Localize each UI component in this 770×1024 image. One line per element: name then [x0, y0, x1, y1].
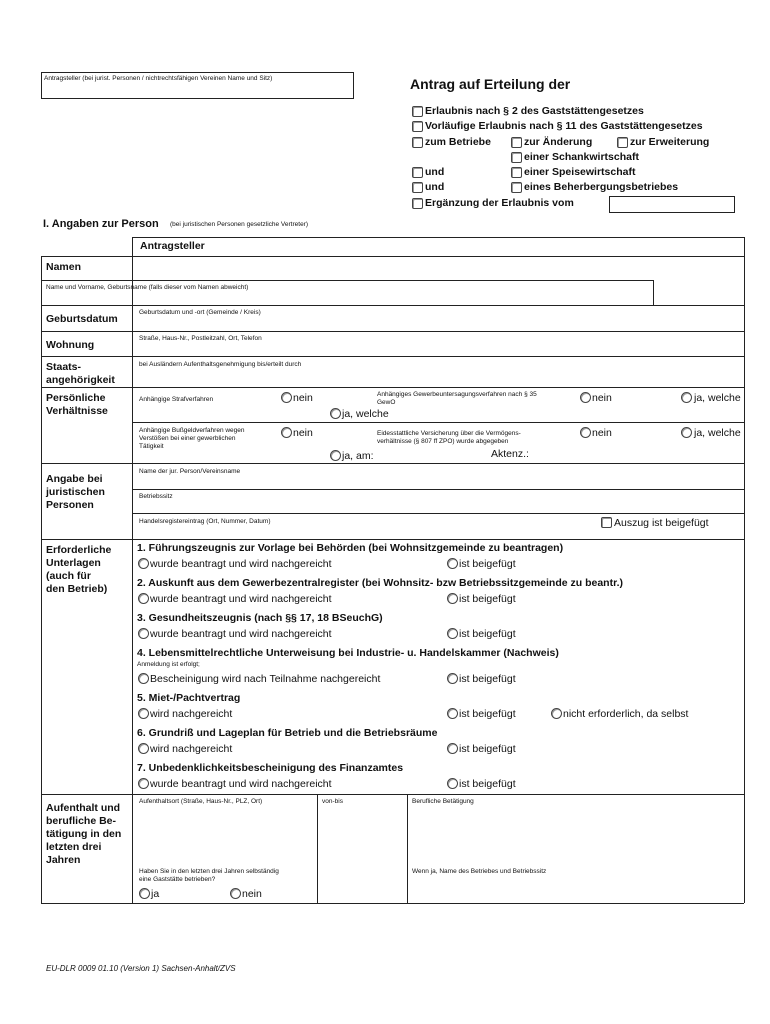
radio-u7-beantragt[interactable]: [138, 778, 149, 789]
radio-u2-beigefuegt-label: ist beigefügt: [459, 593, 516, 605]
radio-u5-nachgereicht[interactable]: [138, 708, 149, 719]
radio-u3-beantragt[interactable]: [138, 628, 149, 639]
jur-label-1: Angabe bei: [46, 473, 103, 485]
geburtsdatum-label: Geburtsdatum: [46, 313, 118, 325]
radio-gaststaette-nein[interactable]: [230, 888, 241, 899]
radio-gewerbe-ja-label: ja, welche: [694, 392, 741, 404]
radio-eid-nein-label: nein: [592, 427, 612, 439]
gewerbe-label-1: Anhängiges Gewerbeuntersagungsverfahren nach § 35: [377, 391, 537, 398]
jur-name-sublabel[interactable]: Name der jur. Person/Vereinsname: [139, 468, 241, 475]
aufenthalt-label-5: Jahren: [46, 854, 81, 866]
option-betriebe-label: zum Betriebe: [425, 136, 491, 148]
staats-label-1: Staats-: [46, 361, 82, 373]
radio-u2-beantragt-label: wurde beantragt und wird nachgereicht: [150, 593, 332, 605]
radio-u5-nachgereicht-label: wird nachgereicht: [150, 708, 233, 720]
unterlagen-label-4: den Betrieb): [46, 583, 108, 595]
geburtsdatum-sublabel[interactable]: Geburtsdatum und -ort (Gemeinde / Kreis): [139, 309, 261, 316]
aktenzeichen-label: Aktenz.:: [491, 448, 529, 460]
strafverfahren-label: Anhängige Strafverfahren: [139, 396, 214, 403]
radio-gaststaette-ja-label: ja: [151, 888, 160, 900]
checkbox-und-2[interactable]: [412, 182, 423, 193]
option-und-1-label: und: [425, 166, 445, 178]
checkbox-ergaenzung[interactable]: [412, 198, 423, 209]
radio-u3-beigefuegt[interactable]: [447, 628, 458, 639]
section-1-heading: I. Angaben zur Person: [43, 218, 159, 230]
eid-label-1: Eidesstattliche Versicherung über die Vermögens-: [377, 430, 521, 437]
checkbox-auszug-label: Auszug ist beigefügt: [614, 517, 709, 529]
radio-straf-nein-label: nein: [293, 392, 313, 404]
option-schank-label: einer Schankwirtschaft: [524, 151, 639, 163]
namen-label: Namen: [46, 261, 82, 273]
unterlagen-label-1: Erforderliche: [46, 544, 112, 556]
radio-u4-beigefuegt-label: ist beigefügt: [459, 673, 516, 685]
option-aenderung-label: zur Änderung: [524, 136, 593, 148]
von-bis-header: von-bis: [322, 798, 343, 805]
radio-straf-ja-label: ja, welche: [342, 408, 389, 420]
radio-u1-beigefuegt-label: ist beigefügt: [459, 558, 516, 570]
radio-u3-beantragt-label: wurde beantragt und wird nachgereicht: [150, 628, 332, 640]
radio-gaststaette-nein-label: nein: [242, 888, 262, 900]
buss-label-3: Tätigkeit: [139, 443, 164, 450]
radio-u6-beigefuegt[interactable]: [447, 743, 458, 754]
radio-u5-nicht-erforderlich[interactable]: [551, 708, 562, 719]
radio-u1-beantragt[interactable]: [138, 558, 149, 569]
radio-gaststaette-ja[interactable]: [139, 888, 150, 899]
radio-gewerbe-nein[interactable]: [580, 392, 591, 403]
unterlage-4-note: Anmeldung ist erfolgt;: [137, 661, 200, 668]
staats-label-2: angehörigkeit: [46, 374, 115, 386]
betrieb-name-label: Wenn ja, Name des Betriebes und Betriebssitz: [412, 868, 547, 875]
radio-u7-beigefuegt[interactable]: [447, 778, 458, 789]
eid-label-2: verhältnisse (§ 807 ff ZPO) wurde abgegeben: [377, 438, 509, 445]
unterlage-5-title: 5. Miet-/Pachtvertrag: [137, 692, 241, 704]
berufliche-betaetigung-header: Berufliche Betätigung: [412, 798, 474, 805]
radio-u6-nachgereicht-label: wird nachgereicht: [150, 743, 233, 755]
ergaenzung-date-field[interactable]: [609, 196, 735, 213]
radio-u1-beigefuegt[interactable]: [447, 558, 458, 569]
option-erlaubnis-label: Erlaubnis nach § 2 des Gaststättengesetzes: [425, 105, 644, 117]
radio-u5-beigefuegt[interactable]: [447, 708, 458, 719]
jur-label-3: Personen: [46, 499, 94, 511]
radio-buss-ja-label: ja, am:: [342, 450, 374, 462]
staats-sublabel[interactable]: bei Ausländern Aufenthaltsgenehmigung bis/erteilt durch: [139, 361, 302, 368]
radio-eid-ja-label: ja, welche: [694, 427, 741, 439]
antragsteller-header: Antragsteller: [140, 240, 205, 252]
radio-buss-ja[interactable]: [330, 450, 341, 461]
radio-u7-beantragt-label: wurde beantragt und wird nachgereicht: [150, 778, 332, 790]
unterlage-3-title: 3. Gesundheitszeugnis (nach §§ 17, 18 BSeuchG): [137, 612, 383, 624]
option-beherbergung-label: eines Beherbergungsbetriebes: [524, 181, 679, 193]
unterlage-2-title: 2. Auskunft aus dem Gewerbezentralregister (bei Wohnsitz- bzw Betriebssitzgemeinde zu beantr.): [137, 577, 624, 589]
applicant-name-label: Antragsteller (bei jurist. Personen / nichtrechtsfähigen Vereinen Name und Sitz): [44, 75, 273, 82]
name-sublabel[interactable]: Name und Vorname, Geburtsname (falls dieser vom Namen abweicht): [46, 284, 249, 291]
jur-label-2: juristischen: [46, 486, 105, 498]
gewerbe-label-2: GewO: [377, 399, 396, 406]
checkbox-erweiterung[interactable]: [617, 137, 628, 148]
aufenthalt-label-4: letzten drei: [46, 841, 102, 853]
radio-gewerbe-nein-label: nein: [592, 392, 612, 404]
radio-u3-beigefuegt-label: ist beigefügt: [459, 628, 516, 640]
option-speise-label: einer Speisewirtschaft: [524, 166, 636, 178]
radio-u6-beigefuegt-label: ist beigefügt: [459, 743, 516, 755]
radio-straf-ja[interactable]: [330, 408, 341, 419]
radio-u4-beigefuegt[interactable]: [447, 673, 458, 684]
unterlage-4-title: 4. Lebensmittelrechtliche Unterweisung bei Industrie- u. Handelskammer (Nachweis): [137, 647, 559, 659]
jur-sitz-sublabel[interactable]: Betriebssitz: [139, 493, 173, 500]
option-ergaenzung-label: Ergänzung der Erlaubnis vom: [425, 197, 574, 209]
radio-straf-nein[interactable]: [281, 392, 292, 403]
radio-u6-nachgereicht[interactable]: [138, 743, 149, 754]
unterlage-6-title: 6. Grundriß und Lageplan für Betrieb und die Betriebsräume: [137, 727, 438, 739]
checkbox-und-1[interactable]: [412, 167, 423, 178]
jur-hr-sublabel[interactable]: Handelsregistereintrag (Ort, Nummer, Datum): [139, 518, 271, 525]
radio-u5-beigefuegt-label: ist beigefügt: [459, 708, 516, 720]
unterlagen-label-3: (auch für: [46, 570, 91, 582]
radio-eid-ja[interactable]: [681, 427, 692, 438]
radio-u2-beantragt[interactable]: [138, 593, 149, 604]
wohnung-label: Wohnung: [46, 339, 95, 351]
buss-label-1: Anhängige Bußgeldverfahren wegen: [139, 427, 245, 434]
checkbox-beherbergung[interactable]: [511, 182, 522, 193]
radio-u4-bescheinigung-label: Bescheinigung wird nach Teilnahme nachgereicht: [150, 673, 381, 685]
pers-label-2: Verhältnisse: [46, 405, 108, 417]
checkbox-vorlaeufig[interactable]: [412, 121, 423, 132]
checkbox-betriebe[interactable]: [412, 137, 423, 148]
pers-label-1: Persönliche: [46, 392, 106, 404]
radio-u4-bescheinigung[interactable]: [138, 673, 149, 684]
unterlage-7-title: 7. Unbedenklichkeitsbescheinigung des Finanzamtes: [137, 762, 404, 774]
aufenthalt-label-1: Aufenthalt und: [46, 802, 121, 814]
gaststaette-question-1: Haben Sie in den letzten drei Jahren selbständig: [139, 868, 279, 875]
buss-label-2: Verstößen bei einer gewerblichen: [139, 435, 236, 442]
checkbox-schank[interactable]: [511, 152, 522, 163]
option-erweiterung-label: zur Erweiterung: [630, 136, 710, 148]
radio-u1-beantragt-label: wurde beantragt und wird nachgereicht: [150, 558, 332, 570]
radio-u7-beigefuegt-label: ist beigefügt: [459, 778, 516, 790]
option-vorlaeufig-label: Vorläufige Erlaubnis nach § 11 des Gaststättengesetzes: [425, 120, 703, 132]
radio-buss-nein-label: nein: [293, 427, 313, 439]
checkbox-erlaubnis[interactable]: [412, 106, 423, 117]
radio-eid-nein[interactable]: [580, 427, 591, 438]
radio-u5-nicht-erforderlich-label: nicht erforderlich, da selbst: [563, 708, 689, 720]
section-1-heading-note: (bei juristischen Personen gesetzliche Vertreter): [170, 221, 309, 228]
unterlage-1-title: 1. Führungszeugnis zur Vorlage bei Behörden (bei Wohnsitzgemeinde zu beantragen): [137, 542, 564, 554]
checkbox-aenderung[interactable]: [511, 137, 522, 148]
form-footer: EU-DLR 0009 01.10 (Version 1) Sachsen-Anhalt/ZVS: [46, 964, 236, 973]
aufenthalt-label-2: berufliche Be-: [46, 815, 117, 827]
radio-u2-beigefuegt[interactable]: [447, 593, 458, 604]
wohnung-sublabel[interactable]: Straße, Haus-Nr., Postleitzahl, Ort, Telefon: [139, 335, 262, 342]
radio-buss-nein[interactable]: [281, 427, 292, 438]
checkbox-auszug[interactable]: [601, 517, 612, 528]
unterlagen-label-2: Unterlagen: [46, 557, 101, 569]
option-und-2-label: und: [425, 181, 445, 193]
checkbox-speise[interactable]: [511, 167, 522, 178]
gaststaette-question-2: eine Gaststätte betrieben?: [139, 876, 216, 883]
aufenthalt-label-3: tätigung in den: [46, 828, 122, 840]
form-title: Antrag auf Erteilung der: [410, 76, 571, 92]
aufenthaltsort-header: Aufenthaltsort (Straße, Haus-Nr., PLZ, Ort): [139, 798, 263, 805]
radio-gewerbe-ja[interactable]: [681, 392, 692, 403]
